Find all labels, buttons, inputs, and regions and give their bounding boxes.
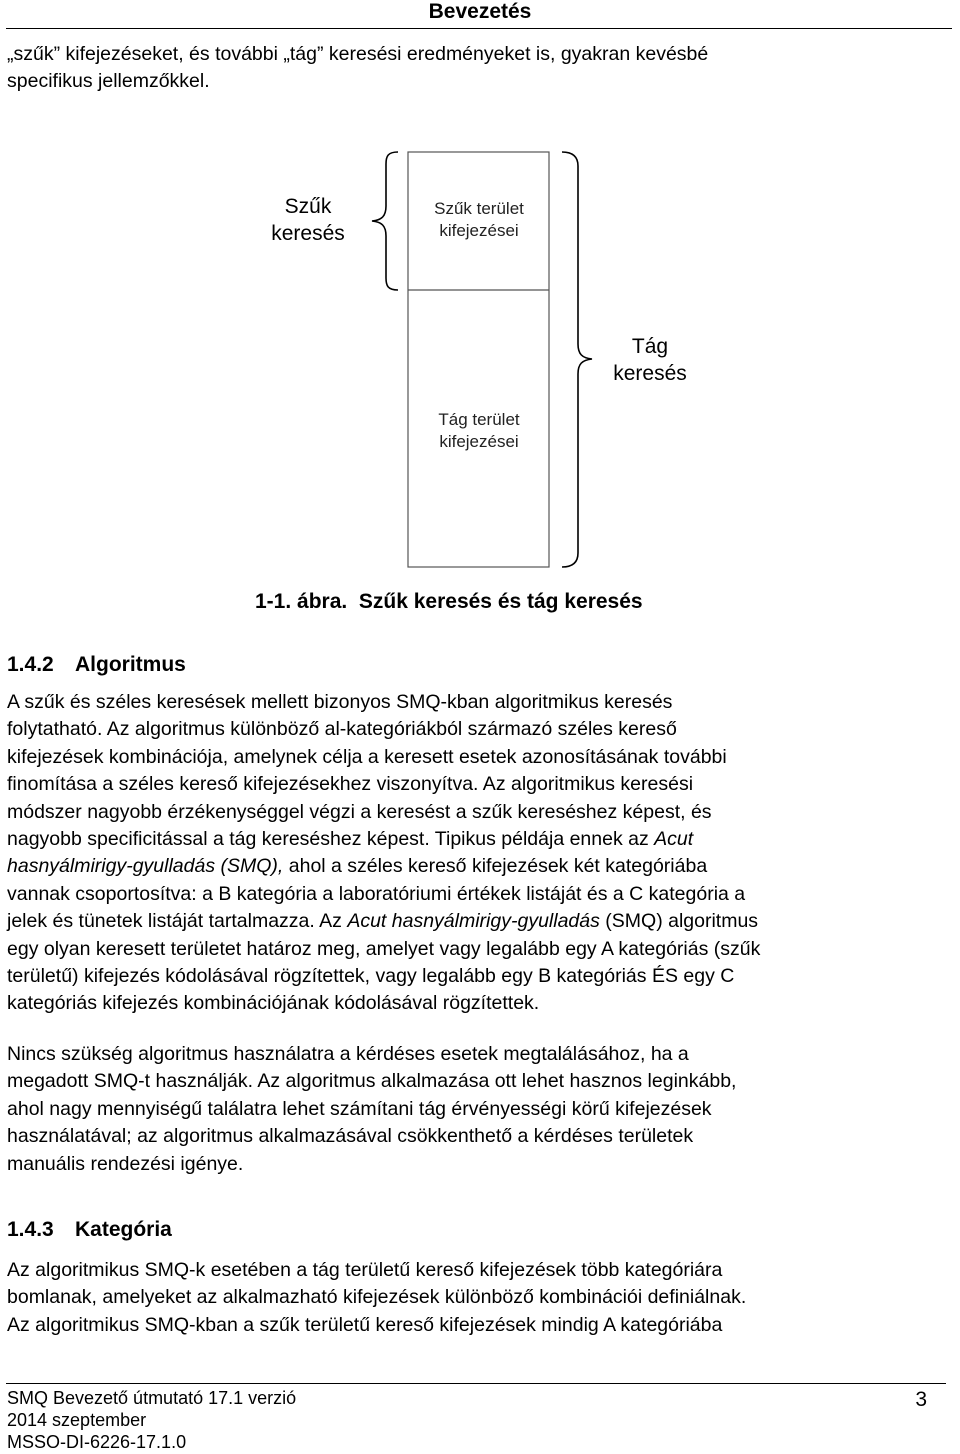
broad-area-label: Tág terület kifejezései (438, 410, 520, 451)
figure-caption: 1-1. ábra. Szűk keresés és tág keresés (255, 590, 643, 613)
section-heading-kategoria (7, 1216, 172, 1244)
section-heading-algoritmus (7, 651, 186, 679)
intro-line-2: specifikus jellemzőkkel. (7, 70, 210, 92)
narrow-search-label: Szűk keresés (271, 195, 345, 245)
section-number: 1.4.2 (7, 653, 54, 676)
category-paragraph: Az algoritmikus SMQ-k esetében a tág területű kereső kifejezések több kategóriára bomlanak, amelyeket az alkalmazható kifejezések különböző kombinációi definiálnak. Az algoritmikus SMQ-kban a szűk területű kereső kifejezések mindig A kategóriába (7, 1259, 747, 1336)
intro-line-1: „szűk” kifejezéseket, és további „tág” keresési eredményeket is, gyakran kevésbé (7, 43, 709, 65)
header-divider (6, 28, 952, 29)
footer-date: 2014 szeptember (7, 1410, 147, 1430)
section-title: Algoritmus (75, 653, 186, 676)
footer-divider (6, 1383, 946, 1384)
section-title: Kategória (75, 1218, 172, 1241)
section-number: 1.4.3 (7, 1218, 54, 1241)
footer-document-id: MSSO-DI-6226-17.1.0 (7, 1432, 187, 1452)
running-header-title: Bevezetés (428, 0, 532, 23)
narrow-search-brace (372, 152, 398, 290)
narrow-area-label: Szűk terület kifejezései (434, 199, 524, 240)
footer-document-title: SMQ Bevezető útmutató 17.1 verzió (7, 1388, 297, 1408)
broad-search-label: Tág keresés (613, 335, 687, 385)
page-number: 3 (915, 1388, 927, 1411)
broad-search-brace (562, 152, 592, 567)
algorithm-paragraph: A szűk és széles keresések mellett bizonyos SMQ-kban algoritmikus keresés folytatható. Az algoritmus különböző al-kategóriákból származó széles kereső kifejezések kombinációja, amelynek célja a keresett esetek azonosításának további finomítása a széles kereső kifejezésekhez viszonyítva. Az algoritmikus keresési módszer nagyobb érzékenységgel végzi a keresést a szűk kereséshez képest, és nagyobb specificitással a tág kereséshez képest. Tipikus példája ennek az Acut hasnyálmirigy-gyulladás (SMQ), ahol a széles kereső kifejezések két kategóriába vannak csoportosítva: a B kategória a laboratóriumi értékek listáját és a C kategória a jelek és tünetek listáját tartalmazza. Az Acut hasnyálmirigy-gyulladás (SMQ) algoritmus egy olyan keresett területet határoz meg, amelyet vagy legalább egy A kategóriás (szűk területű) kifejezés kódolásával rögzítettek, vagy legalább egy B kategóriás ÉS egy C kategóriás kifejezés kombinációjának kódolásával rögzítettek. (7, 691, 761, 1015)
algorithm-usage-paragraph: Nincs szükség algoritmus használatra a kérdéses esetek megtalálásához, ha a megadott SMQ-t használják. Az algoritmus alkalmazása ott lehet hasznos leginkább, ahol nagy mennyiségű találatra lehet számítani tág érvényességi körű kifejezések használatával; az algoritmus alkalmazásával csökkenthető a kérdéses területek manuális rendezési igénye. (7, 1043, 737, 1175)
